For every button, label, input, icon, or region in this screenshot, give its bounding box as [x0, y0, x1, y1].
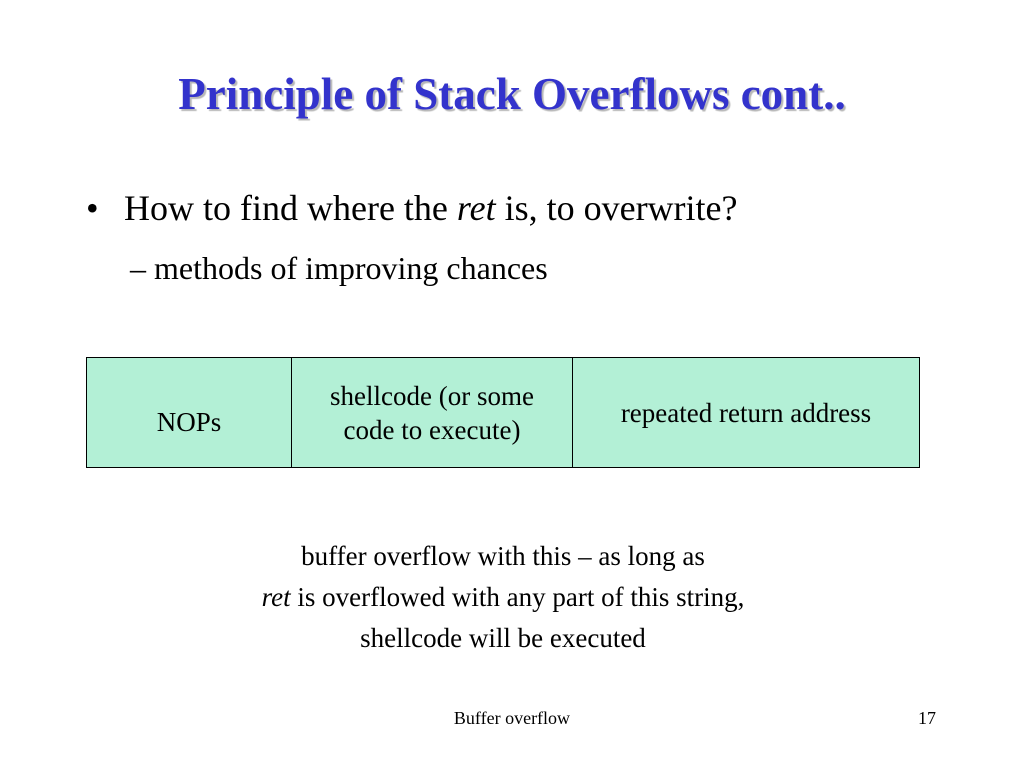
buffer-layout-diagram [86, 357, 920, 468]
explanation-caption [0, 536, 1006, 659]
shellcode-segment [292, 358, 573, 467]
shellcode-label-line1: shellcode (or some [330, 380, 534, 411]
bullet-marker: • [86, 188, 99, 228]
bullet-text-after: is, to overwrite? [495, 188, 738, 228]
sub-bullet: – methods of improving chances [130, 250, 548, 286]
shellcode-label [330, 379, 534, 447]
return-address-segment [573, 358, 919, 467]
nops-label: NOPs [156, 406, 222, 437]
main-bullet [86, 184, 738, 232]
shellcode-label-line2: code to execute) [343, 414, 521, 445]
bullet-text-before: How to find where the [124, 188, 457, 228]
caption-line-1: buffer overflow with this – as long as [301, 541, 705, 571]
page-number: 17 [918, 708, 936, 728]
footer-title: Buffer overflow [453, 708, 571, 728]
caption-line-2 [0, 577, 1006, 618]
slide-title: Principle of Stack Overflows cont.. [178, 69, 846, 119]
bullet-emphasis: ret [456, 188, 496, 228]
caption-emphasis: ret [261, 582, 291, 612]
nops-segment [87, 358, 292, 467]
caption-line-2-rest: is overflowed with any part of this string, [290, 582, 745, 612]
caption-line-3: shellcode will be executed [360, 623, 646, 653]
return-address-label: repeated return address [620, 397, 872, 428]
